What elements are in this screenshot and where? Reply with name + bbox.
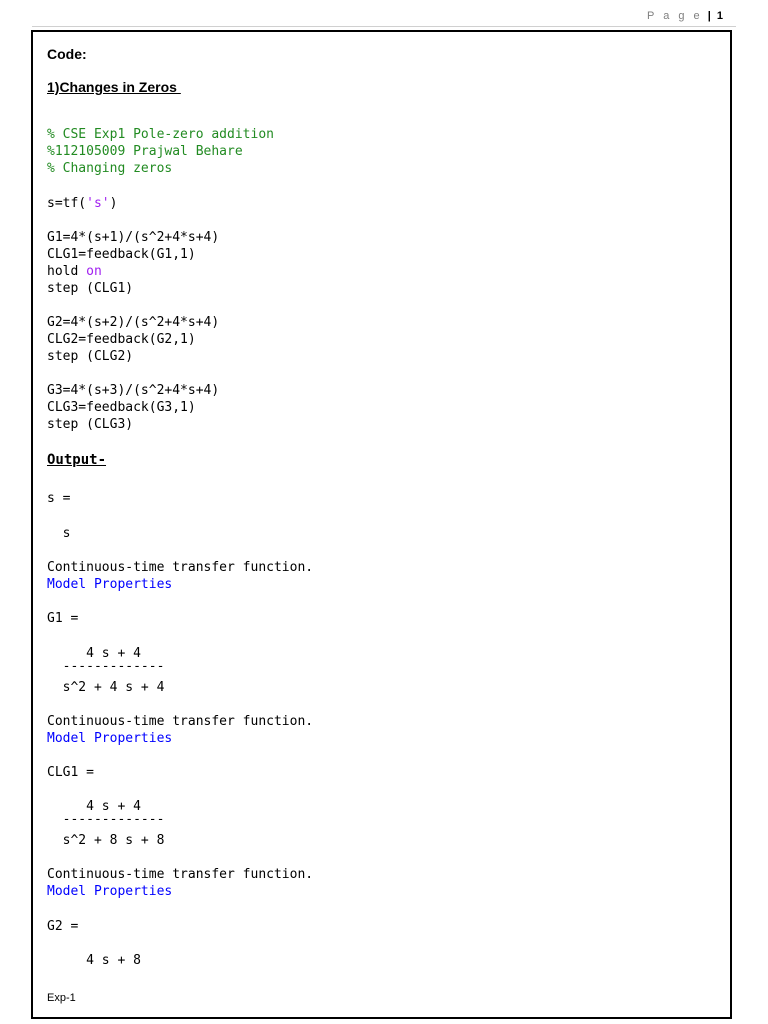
output-line: 4 s + 4 xyxy=(47,646,141,661)
footer-label: Exp-1 xyxy=(47,992,76,1004)
code-text: s=tf( xyxy=(47,196,87,211)
code-line: step (CLG3) xyxy=(47,417,134,432)
code-line: G2=4*(s+2)/(s^2+4*s+4) xyxy=(47,315,220,330)
model-properties-link[interactable]: Model Properties xyxy=(47,577,173,592)
code-line: G3=4*(s+3)/(s^2+4*s+4) xyxy=(47,383,220,398)
section-title: 1)Changes in Zeros xyxy=(47,79,181,95)
keyword-on: on xyxy=(86,264,102,279)
output-line: Continuous-time transfer function. xyxy=(47,560,314,575)
code-line: step (CLG1) xyxy=(47,281,134,296)
code-line-hold xyxy=(47,263,102,280)
page-separator: | xyxy=(707,10,711,22)
code-title: Code: xyxy=(47,46,87,62)
code-line: G1=4*(s+1)/(s^2+4*s+4) xyxy=(47,230,220,245)
page-number: 1 xyxy=(716,10,723,22)
comment-line: % Changing zeros xyxy=(47,161,173,176)
page-header xyxy=(647,10,723,22)
code-line-s xyxy=(47,195,117,212)
string-literal: 's' xyxy=(86,196,110,211)
output-line: Continuous-time transfer function. xyxy=(47,867,314,882)
code-line: CLG3=feedback(G3,1) xyxy=(47,400,196,415)
output-line: 4 s + 8 xyxy=(47,953,141,968)
code-text: ) xyxy=(109,196,118,211)
comment-line: % CSE Exp1 Pole-zero addition xyxy=(47,127,274,142)
code-line: CLG1=feedback(G1,1) xyxy=(47,247,196,262)
header-rule xyxy=(32,26,736,27)
output-title: Output- xyxy=(47,452,107,468)
fraction-bar: ------------- xyxy=(47,812,165,827)
output-line: s xyxy=(47,526,71,541)
output-line: CLG1 = xyxy=(47,765,94,780)
code-line: CLG2=feedback(G2,1) xyxy=(47,332,196,347)
code-line: step (CLG2) xyxy=(47,349,134,364)
output-line: Continuous-time transfer function. xyxy=(47,714,314,729)
comment-line: %112105009 Prajwal Behare xyxy=(47,144,243,159)
output-line: G1 = xyxy=(47,611,79,626)
page-word: P a g e xyxy=(647,10,703,22)
output-line: s = xyxy=(47,491,71,506)
output-line: s^2 + 4 s + 4 xyxy=(47,680,165,695)
output-line: s^2 + 8 s + 8 xyxy=(47,833,165,848)
model-properties-link[interactable]: Model Properties xyxy=(47,731,173,746)
model-properties-link[interactable]: Model Properties xyxy=(47,884,173,899)
fraction-bar: ------------- xyxy=(47,659,165,674)
output-line: 4 s + 4 xyxy=(47,799,141,814)
code-text: hold xyxy=(47,264,87,279)
output-line: G2 = xyxy=(47,919,79,934)
